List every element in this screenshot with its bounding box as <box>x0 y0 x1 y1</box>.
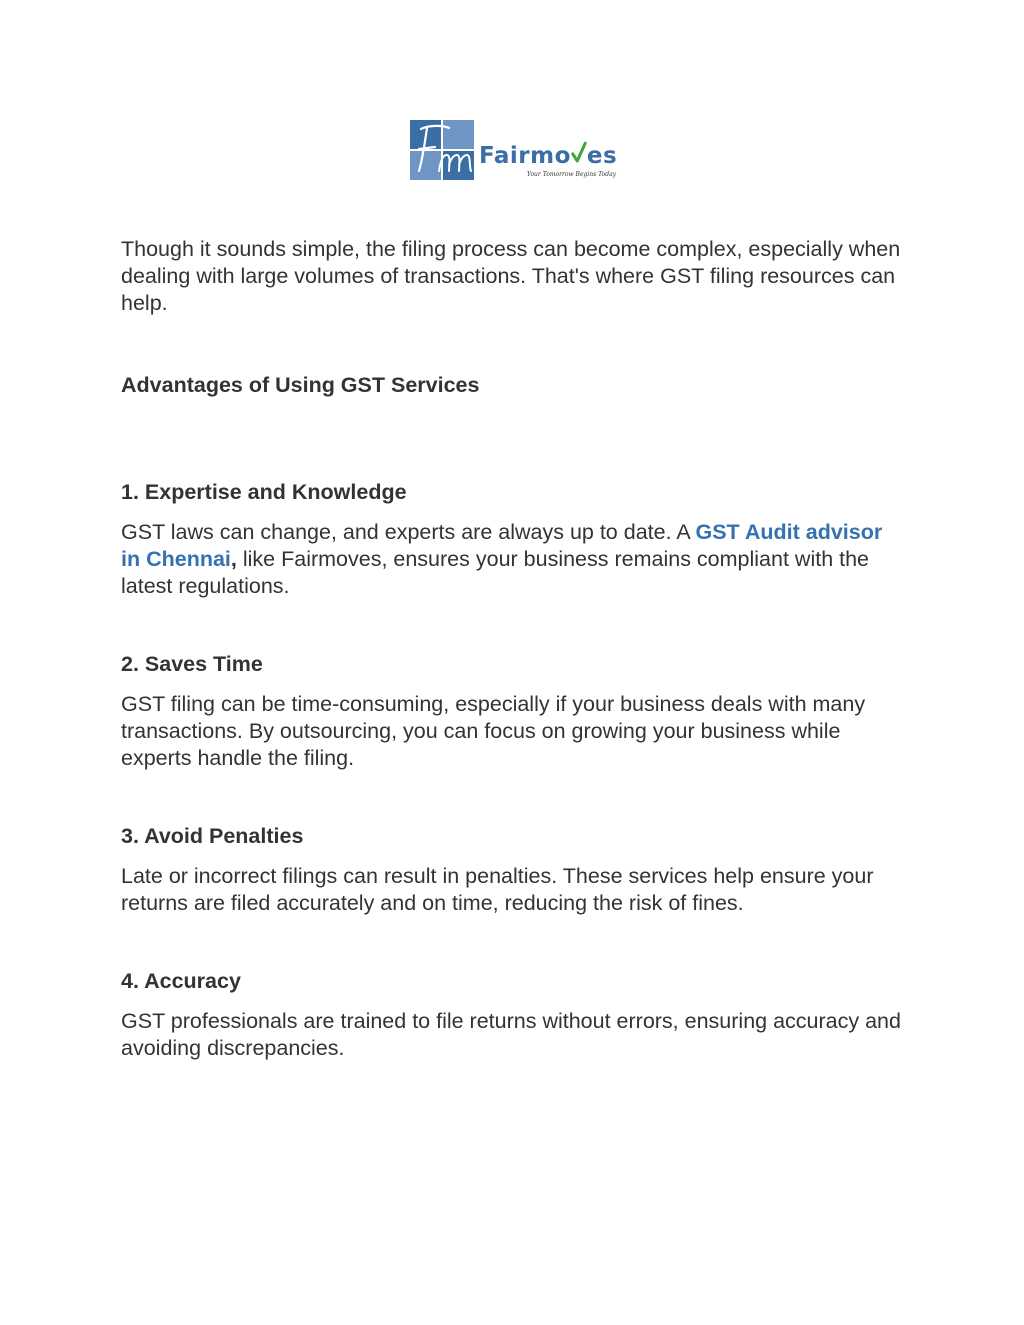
item-text-before-link: GST laws can change, and experts are always up to date. A <box>121 520 696 544</box>
brand-tagline: Your Tomorrow Begins Today <box>527 171 617 178</box>
item-heading-accuracy: 4. Accuracy <box>121 969 241 993</box>
item-text-accuracy: GST professionals are trained to file returns without errors, ensuring accuracy and avoiding discrepancies. <box>121 1009 901 1060</box>
section-title: Advantages of Using GST Services <box>121 373 480 397</box>
item-text-saves-time: GST filing can be time-consuming, especially if your business deals with many transactions. By outsourcing, you can focus on growing your business while experts handle the filing. <box>121 692 866 770</box>
item-heading-avoid-penalties: 3. Avoid Penalties <box>121 824 304 848</box>
item-heading-saves-time: 2. Saves Time <box>121 652 263 676</box>
fm-monogram-icon <box>409 119 475 181</box>
fairmoves-logo <box>409 119 619 183</box>
document-body <box>121 236 901 1062</box>
intro-paragraph: Though it sounds simple, the filing process can become complex, especially when dealing with large volumes of transactions. That's where GST filing resources can help. <box>121 237 901 315</box>
brand-name <box>479 141 617 167</box>
item-text-expertise <box>121 519 901 600</box>
brand-wordmark: Fairmo es <box>479 143 618 169</box>
item-text-after-link: like Fairmoves, ensures your business remains compliant with the latest regulations. <box>121 547 870 598</box>
item-text-avoid-penalties: Late or incorrect filings can result in penalties. These services help ensure your returns are filed accurately and on time, reducing the risk of fines. <box>121 864 874 915</box>
gst-audit-advisor-link[interactable]: GST Audit advisor in Chennai <box>121 520 883 571</box>
item-heading-expertise: 1. Expertise and Knowledge <box>121 480 407 504</box>
item-text-comma: , <box>230 547 237 571</box>
